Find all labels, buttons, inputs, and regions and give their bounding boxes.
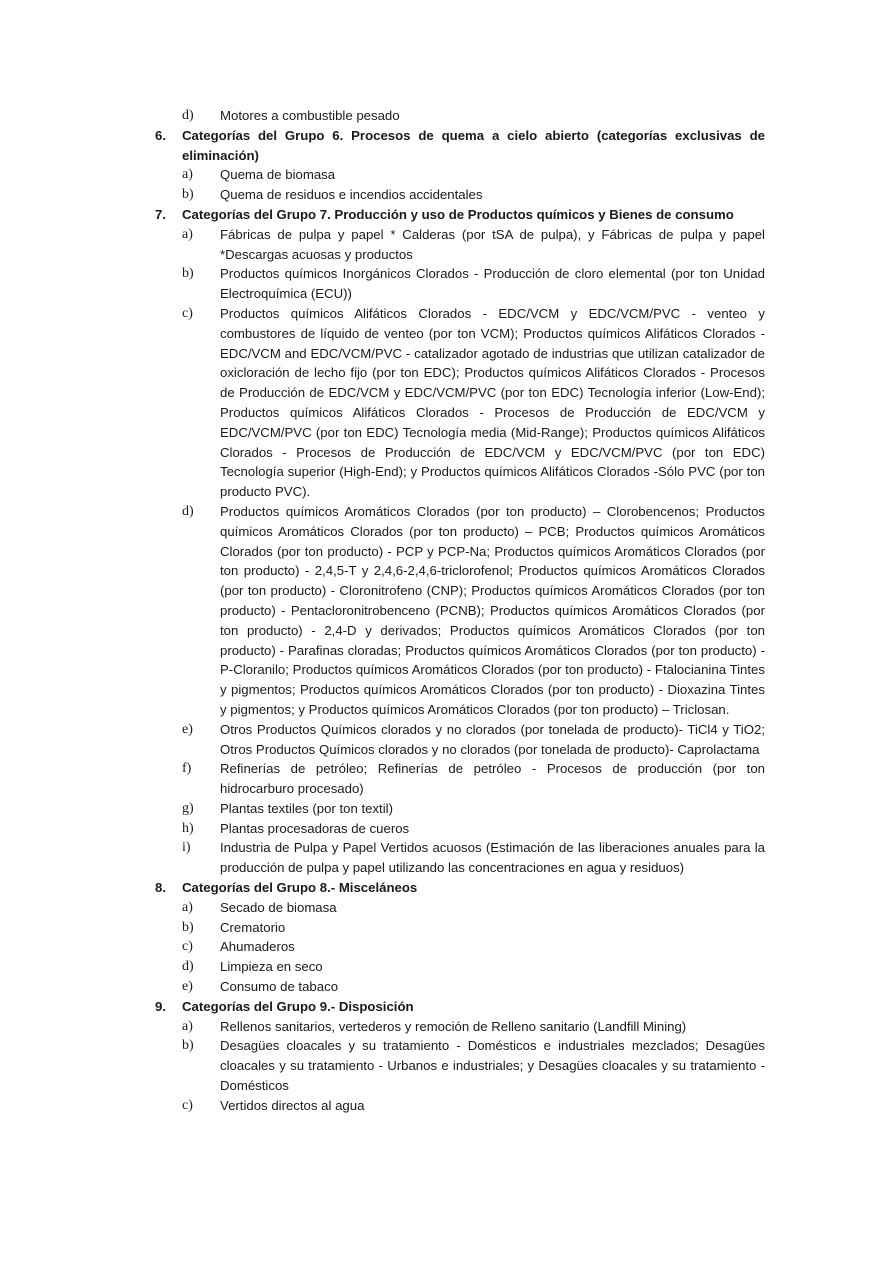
item-marker: d) — [182, 503, 194, 519]
item-text: Productos químicos Alifáticos Clorados - EDC/VCM y EDC/VCM/PVC - venteo y combustores de líquido de venteo (por ton VCM); Productos químicos Alifáticos Clorados - EDC/VCM and EDC/VCM/PVC - catalizador agotado de industrias que utilizan catalizador de oxicloración de lecho fijo (por ton EDC); Productos químicos Alifáticos Clorados - Procesos de Producción de EDC/VCM y EDC/VCM/PVC (por ton EDC) Tecnología inferior (Low-End); Productos químicos Alifáticos Clorados - Procesos de Producción de EDC/VCM y EDC/VCM/PVC (por ton EDC) Tecnología media (Mid-Range); Productos químicos Alifáticos Clorados - Procesos de Producción de EDC/VCM y EDC/VCM/PVC (por ton EDC) Tecnología superior (High-End); y Productos químicos Alifáticos Clorados -Sólo PVC (por ton producto PVC). — [220, 305, 765, 500]
list-item — [0, 165, 765, 185]
list-item — [0, 106, 765, 126]
item-marker: a) — [182, 1018, 193, 1034]
group-title: Categorías del Grupo 9.- Disposición — [182, 998, 414, 1014]
group-number: 7. — [155, 206, 166, 222]
list-item — [0, 819, 765, 839]
group-title: Categorías del Grupo 6. Procesos de quema a cielo abierto (categorías exclusivas de eliminación) — [182, 127, 765, 163]
item-marker: a) — [182, 167, 193, 183]
item-text: Refinerías de petróleo; Refinerías de petróleo - Procesos de producción (por ton hidrocarburo procesado) — [220, 761, 765, 797]
item-text: Plantas procesadoras de cueros — [220, 820, 410, 836]
item-text: Desagües cloacales y su tratamiento - Domésticos e industriales mezclados; Desagües cloacales y su tratamiento - Urbanos e industriales; y Desagües cloacales y su tratamiento - Domésticos — [220, 1038, 765, 1094]
group-heading-7 — [0, 205, 765, 225]
group-heading-6 — [0, 126, 765, 166]
item-marker: f) — [182, 761, 192, 777]
group-heading-9 — [0, 997, 765, 1017]
group-heading-8 — [0, 878, 765, 898]
list-item — [0, 799, 765, 819]
list-item — [0, 759, 765, 799]
item-text: Vertidos directos al agua — [220, 1097, 365, 1113]
list-item — [0, 838, 765, 878]
item-text: Limpieza en seco — [220, 959, 323, 975]
item-text: Quema de biomasa — [220, 167, 336, 183]
item-text: Industria de Pulpa y Papel Vertidos acuosos (Estimación de las liberaciones anuales para la producción de pulpa y papel utilizando las concentraciones en agua y residuos) — [220, 840, 765, 876]
item-text: Ahumaderos — [220, 939, 295, 955]
list-item — [0, 918, 765, 938]
item-marker: i) — [182, 840, 191, 856]
list-item — [0, 1036, 765, 1095]
item-text: Fábricas de pulpa y papel * Calderas (por tSA de pulpa), y Fábricas de pulpa y papel *Descargas acuosas y productos — [220, 226, 765, 262]
item-marker: d) — [182, 108, 194, 123]
list-item — [0, 185, 765, 205]
list-item — [0, 957, 765, 977]
item-marker: h) — [182, 820, 194, 836]
item-marker: b) — [182, 266, 194, 282]
item-marker: b) — [182, 919, 194, 935]
list-item — [0, 225, 765, 265]
list-item — [0, 304, 765, 502]
group-number: 9. — [155, 998, 166, 1014]
item-text: Motores a combustible pesado — [220, 108, 400, 123]
item-text: Quema de residuos e incendios accidentales — [220, 187, 483, 203]
item-marker: c) — [182, 305, 193, 321]
list-item — [0, 1096, 765, 1116]
item-marker: a) — [182, 899, 193, 915]
item-marker: c) — [182, 1097, 193, 1113]
item-text: Crematorio — [220, 919, 286, 935]
list-item — [0, 720, 765, 760]
group-number: 8. — [155, 880, 166, 896]
list-item — [0, 977, 765, 997]
list-item — [0, 898, 765, 918]
document-page — [0, 106, 892, 1116]
list-item — [0, 1017, 765, 1037]
item-marker: g) — [182, 800, 194, 816]
group-number: 6. — [155, 127, 166, 143]
item-text: Rellenos sanitarios, vertederos y remoción de Relleno sanitario (Landfill Mining) — [220, 1018, 687, 1034]
item-text: Otros Productos Químicos clorados y no clorados (por tonelada de producto)- TiCl4 y TiO2; Otros Productos Químicos clorados y no clorados (por tonelada de producto)- Caprolactama — [220, 721, 765, 757]
list-item — [0, 937, 765, 957]
item-text: Secado de biomasa — [220, 899, 337, 915]
item-marker: b) — [182, 1038, 194, 1054]
item-text: Productos químicos Aromáticos Clorados (por ton producto) – Clorobencenos; Productos químicos Aromáticos Clorados (por ton producto) – PCB; Productos químicos Aromáticos Clorados (por ton producto) - PCP y PCP-Na; Productos químicos Aromáticos Clorados (por ton producto) - 2,4,5-T y 2,4,6-2,4,6-triclorofenol; Productos químicos Aromáticos Clorados (por ton producto) - Cloronitrofeno (CNP); Productos químicos Aromáticos Clorados (por ton producto) - Pentacloronitrobenceno (PCNB); Productos químicos Aromáticos Clorados (por ton producto) - 2,4-D y derivados; Productos químicos Aromáticos Clorados (por ton producto) - Parafinas cloradas; Productos químicos Aromáticos Clorados (por ton producto) - P-Cloranilo; Productos químicos Aromáticos Clorados (por ton producto) - Ftalocianina Tintes y pigmentos; Productos químicos Aromáticos Clorados (por ton producto) - Dioxazina Tintes y pigmentos; y Productos químicos Aromáticos Clorados (por ton producto) – Triclosan. — [220, 503, 765, 717]
list-item — [0, 264, 765, 304]
item-text: Productos químicos Inorgánicos Clorados - Producción de cloro elemental (por ton Unidad Electroquímica (ECU)) — [220, 266, 765, 302]
item-text: Plantas textiles (por ton textil) — [220, 800, 393, 816]
group-title: Categorías del Grupo 8.- Misceláneos — [182, 880, 418, 896]
item-marker: c) — [182, 939, 193, 955]
item-marker: a) — [182, 226, 193, 242]
item-marker: d) — [182, 959, 194, 975]
item-text: Consumo de tabaco — [220, 979, 339, 995]
list-item — [0, 502, 765, 720]
item-marker: e) — [182, 979, 193, 995]
group-title: Categorías del Grupo 7. Producción y uso de Productos químicos y Bienes de consumo — [182, 206, 734, 222]
item-marker: b) — [182, 187, 194, 203]
item-marker: e) — [182, 721, 193, 737]
